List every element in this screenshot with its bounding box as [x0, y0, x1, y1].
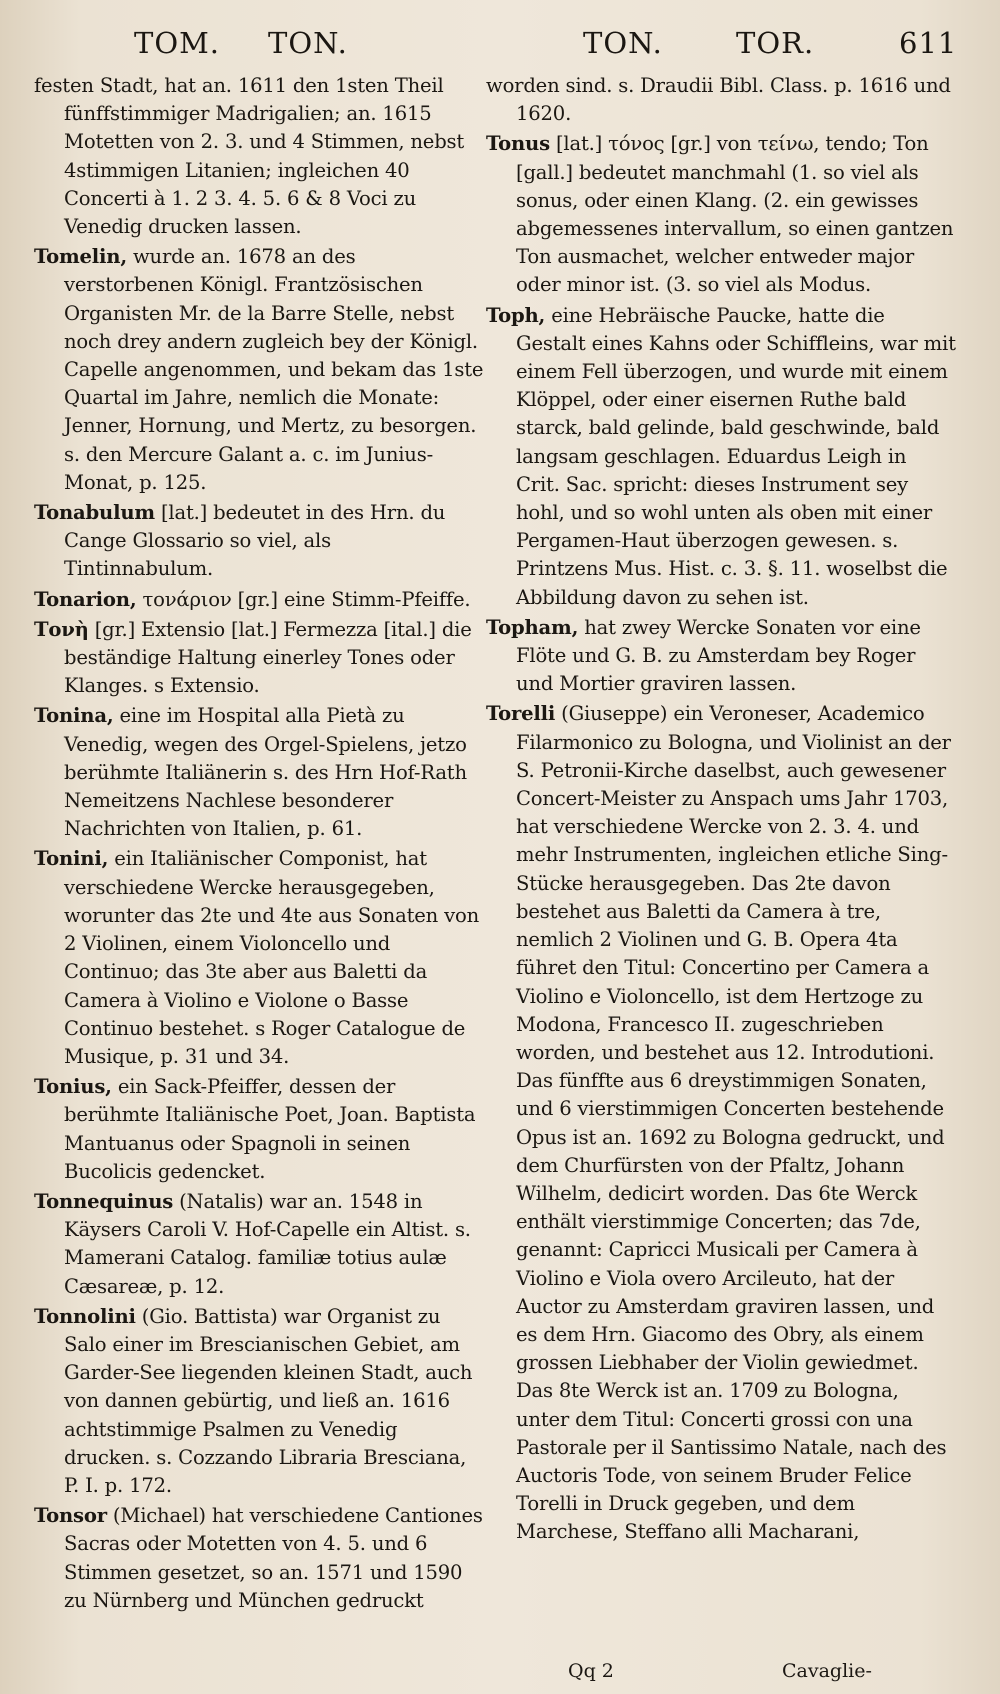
entry-text: [lat.] τόνος [gr.] von τείνω, tendo; Ton [gall.] bedeutet manchmahl (1. so viel als sonus, oder einen Klang. (2. ein gewisses abgemessenes intervallum, so einen gantzen Ton ausmachet, welcher entweder major oder minor ist. (3. so viel als Modus. [516, 132, 954, 297]
dictionary-entry [486, 302, 956, 612]
entry-headword: Τονὴ [34, 617, 89, 641]
entry-text: eine im Hospital alla Pietà zu Venedig, wegen des Orgel-Spielens, jetzo berühmte Italiänerin s. des Hrn Hof-Rath Nemeitzens Nachlese besonderer Nachrichten von Italien, p. 61. [64, 704, 467, 841]
signature-mark: Qq 2 [568, 1660, 614, 1682]
entry-headword: Tonnequinus [34, 1189, 174, 1213]
dictionary-entry [34, 616, 486, 701]
entry-text: eine Hebräische Paucke, hatte die Gestalt eines Kahns oder Schiffleins, war mit einem Fell überzogen, und wurde mit einem Klöppel, oder einer eisernen Ruthe bald starck, bald gelinde, bald geschwinde, bald langsam geschlagen. Eduardus Leigh in Crit. Sac. spricht: dieses Instrument sey hohl, und so wohl unten als oben mit einer Pergamen-Haut überzogen gewesen. s. Printzens Mus. Hist. c. 3. §. 11. woselbst die Abbildung davon zu sehen ist. [516, 303, 956, 609]
dictionary-entry [34, 243, 486, 497]
entry-headword: Tonabulum [34, 501, 155, 525]
dictionary-entry [34, 1502, 486, 1615]
header-right-word-1: TON. [583, 26, 663, 60]
entry-text: ein Sack-Pfeiffer, dessen der berühmte Italiänische Poet, Joan. Baptista Mantuanus oder Spagnoli in seinen Bucolicis gedencket. [64, 1075, 476, 1183]
header-left-word-2: TON. [268, 26, 348, 60]
running-header [0, 26, 1000, 66]
dictionary-entry [34, 499, 486, 584]
entry-headword: Tonus [486, 132, 550, 156]
dictionary-entry [34, 586, 486, 614]
entry-headword: Topham, [486, 615, 579, 639]
header-left-word-1: TOM. [134, 26, 221, 60]
entry-headword: Torelli [486, 702, 556, 726]
entry-headword: Tonini, [34, 847, 109, 871]
entry-text: (Natalis) war an. 1548 in Käysers Caroli V. Hof-Capelle ein Altist. s. Mamerani Catalog. familiæ totius aulæ Cæsareæ, p. 12. [64, 1189, 471, 1298]
entry-text: worden sind. s. Draudii Bibl. Class. p. 1616 und 1620. [486, 74, 951, 126]
entry-text: (Gio. Battista) war Organist zu Salo einer im Brescianischen Gebiet, am Garder-See liegenden kleinen Stadt, auch von dannen gebürtig, und ließ an. 1616 achtstimmige Psalmen zu Venedig drucken. s. Cozzando Libraria Bresciana, P. I. p. 172. [64, 1304, 473, 1497]
left-column [34, 72, 486, 1617]
entry-text: τονάριον [gr.] eine Stimm-Pfeiffe. [142, 587, 471, 611]
dictionary-entry [486, 72, 956, 128]
entry-text: (Giuseppe) ein Veroneser, Academico Filarmonico zu Bologna, und Violinist an der S. Petronii-Kirche daselbst, auch gewesener Concert-Meister zu Anspach ums Jahr 1703, hat verschiedene Wercke von 2. 3. 4. und mehr Instrumenten, ingleichen etliche Sing-Stücke herausgegeben. Das 2te davon bestehet aus Baletti da Camera à tre, nemlich 2 Violinen und G. B. Opera 4ta führet den Titul: Concertino per Camera a Violino e Violoncello, ist dem Hertzoge zu Modona, Francesco II. zugeschrieben worden, und bestehet aus 12. Introdutioni. Das fünffte aus 6 dreystimmigen Sonaten, und 6 vierstimmigen Concerten bestehende Opus ist an. 1692 zu Bologna gedruckt, und dem Churfürsten von der Pfaltz, Johann Wilhelm, dedicirt worden. Das 6te Werck enthält vierstimmige Concerten; das 7de, genannt: Capricci Musicali per Camera à Violino e Viola overo Arcileuto, hat der Auctor zu Amsterdam graviren lassen, und es dem Hrn. Giacomo des Obry, als einem grossen Liebhaber der Violin gewiedmet. Das 8te Werck ist an. 1709 zu Bologna, unter dem Titul: Concerti grossi con una Pastorale per il Santissimo Natale, nach des Auctoris Tode, von seinem Bruder Felice Torelli in Druck gegeben, und dem Marchese, Steffano alli Macharani, [516, 702, 951, 1544]
entry-headword: Tonsor [34, 1504, 107, 1528]
catchword: Cavaglie- [782, 1660, 872, 1682]
header-right-word-2: TOR. [736, 26, 815, 60]
entry-text: [gr.] Extensio [lat.] Fermezza [ital.] die beständige Haltung einerley Tones oder Klanges. s Extensio. [64, 617, 472, 698]
entry-headword: Tonarion, [34, 587, 137, 611]
page-number: 611 [899, 26, 958, 60]
dictionary-entry [34, 702, 486, 843]
entry-headword: Tomelin, [34, 245, 127, 269]
dictionary-entry [34, 1188, 486, 1301]
right-column [486, 72, 956, 1549]
entry-text: [lat.] bedeutet in des Hrn. du Cange Glossario so viel, als Tintinnabulum. [64, 501, 446, 581]
entry-text: wurde an. 1678 an des verstorbenen Königl. Frantzösischen Organisten Mr. de la Barre Stelle, nebst noch drey andern zugleich bey der Königl. Capelle angenommen, und bekam das 1ste Quartal im Jahre, nemlich die Monate: Jenner, Hornung, und Mertz, zu besorgen. s. den Mercure Galant a. c. im Junius-Monat, p. 125. [64, 245, 484, 494]
dictionary-entry [486, 700, 956, 1546]
dictionary-entry [34, 1303, 486, 1500]
entry-text: festen Stadt, hat an. 1611 den 1sten Theil fünffstimmiger Madrigalien; an. 1615 Motetten von 2. 3. und 4 Stimmen, nebst 4stimmigen Litanien; ingleichen 40 Concerti à 1. 2 3. 4. 5. 6 & 8 Voci zu Venedig drucken lassen. [34, 74, 465, 239]
dictionary-entry [34, 845, 486, 1071]
entry-headword: Toph, [486, 303, 546, 327]
entry-headword: Tonius, [34, 1075, 112, 1099]
entry-text: ein Italiänischer Componist, hat verschiedene Wercke herausgegeben, worunter das 2te und 4te aus Sonaten von 2 Violinen, einem Violoncello und Continuo; das 3te aber aus Baletti da Camera à Violino e Violone o Basse Continuo bestehet. s Roger Catalogue de Musique, p. 31 und 34. [64, 847, 479, 1068]
dictionary-entry [486, 614, 956, 699]
entry-text: hat zwey Wercke Sonaten vor eine Flöte und G. B. zu Amsterdam bey Roger und Mortier graviren lassen. [516, 615, 921, 696]
dictionary-entry [486, 130, 956, 299]
dictionary-entry [34, 1073, 486, 1186]
entry-text: (Michael) hat verschiedene Cantiones Sacras oder Motetten von 4. 5. und 6 Stimmen gesetzet, so an. 1571 und 1590 zu Nürnberg und München gedruckt [64, 1504, 483, 1612]
entry-headword: Tonnolini [34, 1304, 136, 1328]
entry-headword: Tonina, [34, 704, 114, 728]
dictionary-entry [34, 72, 486, 241]
